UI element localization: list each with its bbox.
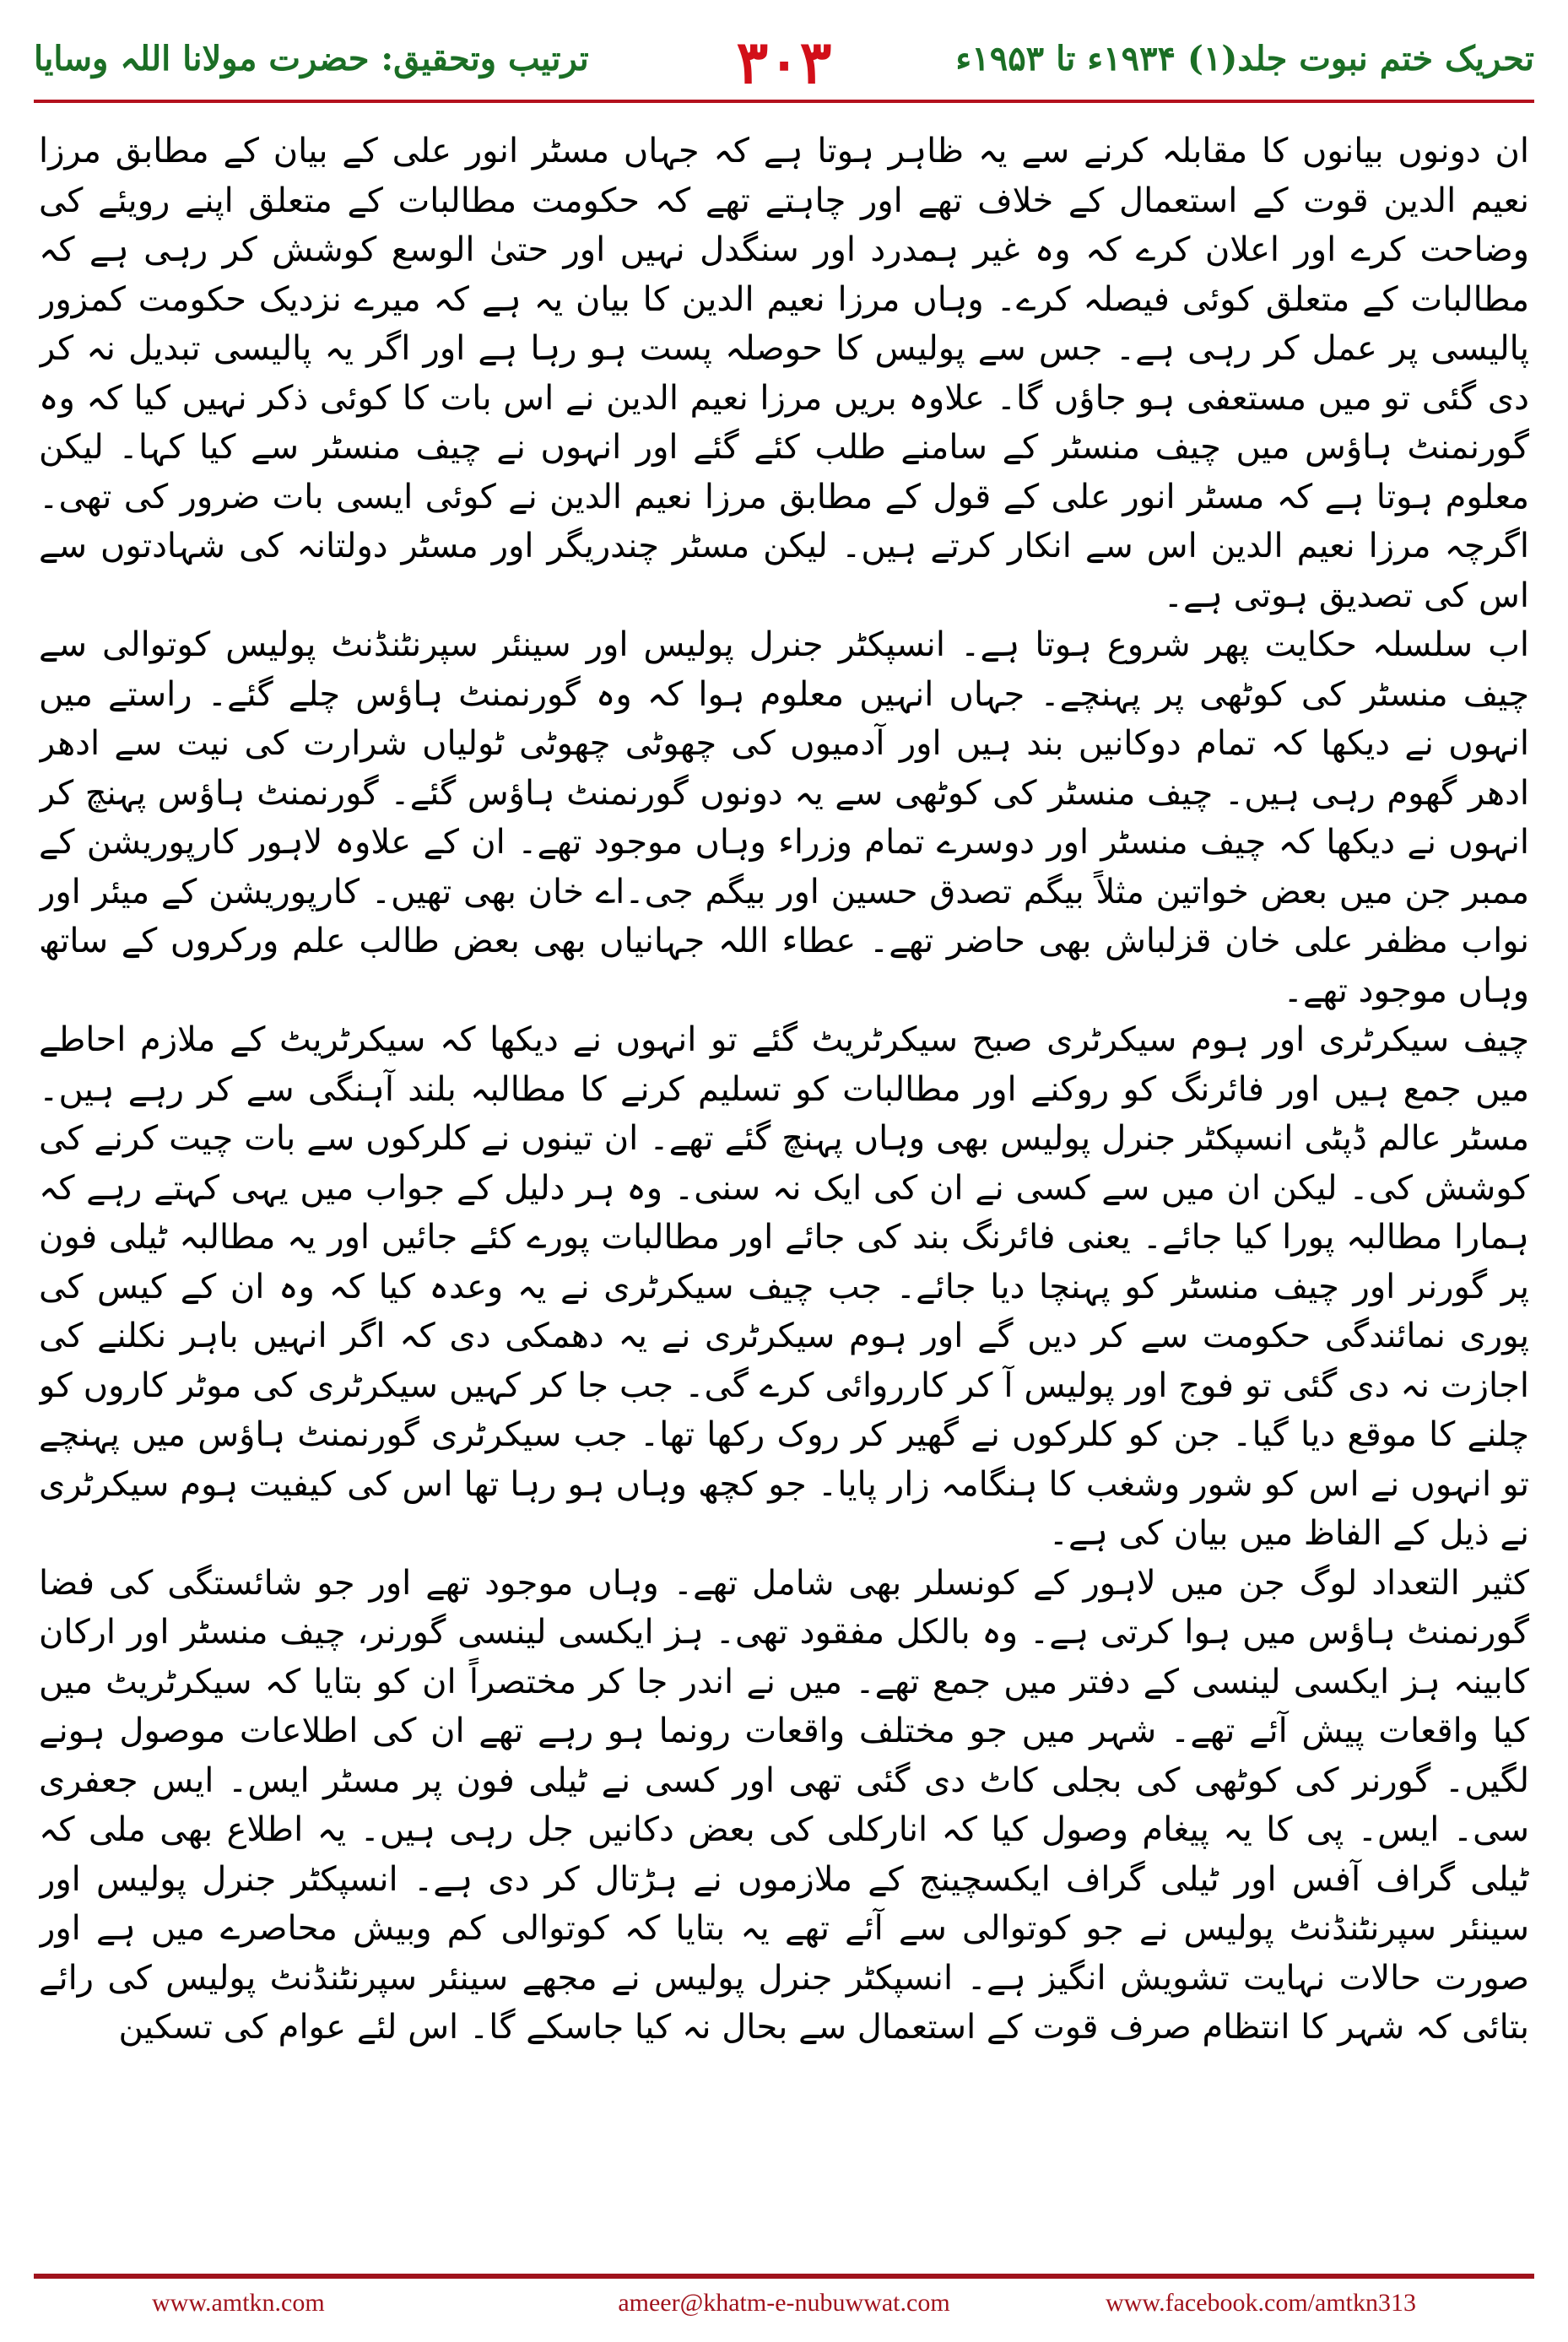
page-header [34,24,1534,108]
book-title: تحریک ختم نبوت جلد(۱) ۱۹۳۴ء تا ۱۹۵۳ء [955,39,1534,78]
paragraph: ان دونوں بیانوں کا مقابلہ کرنے سے یہ ظاہر ہوتا ہے کہ جہاں مسٹر انور علی کے بیان کے مطابق مرزا نعیم الدین قوت کے استعمال کے خلاف تھے اور چاہتے تھے کہ حکومت مطالبات کے متعلق اپنے رویئے کی وضاحت کرے اور اعلان کرے کہ وہ غیر ہمدرد اور سنگدل نہیں اور حتیٰ الوسع کوشش کر رہی ہے کہ مطالبات کے متعلق کوئی فیصلہ کرے۔ وہاں مرزا نعیم الدین کا بیان یہ ہے کہ میرے نزدیک حکومت کمزور پالیسی پر عمل کر رہی ہے۔ جس سے پولیس کا حوصلہ پست ہو رہا ہے اور اگر یہ پالیسی تبدیل نہ کر دی گئی تو میں مستعفی ہو جاؤں گا۔ علاوہ بریں مرزا نعیم الدین نے اس بات کا کوئی ذکر نہیں کیا کہ وہ گورنمنٹ ہاؤس میں چیف منسٹر کے سامنے طلب کئے گئے اور انہوں نے چیف منسٹر سے کیا کہا۔ لیکن معلوم ہوتا ہے کہ مسٹر انور علی کے قول کے مطابق مرزا نعیم الدین نے کوئی ایسی بات ضرور کی تھی۔ اگرچہ مرزا نعیم الدین اس سے انکار کرتے ہیں۔ لیکن مسٹر چندریگر اور مسٹر دولتانہ کی شہادتوں سے اس کی تصدیق ہوتی ہے۔ [39,132,1529,615]
email-link[interactable]: ameer@khatm-e-nubuwwat.com [618,2289,950,2317]
paragraph: کثیر التعداد لوگ جن میں لاہور کے کونسلر بھی شامل تھے۔ وہاں موجود تھے اور جو شائستگی کی فضا گورنمنٹ ہاؤس میں ہوا کرتی ہے۔ وہ بالکل مفقود تھی۔ ہز ایکسی لینسی گورنر، چیف منسٹر اور ارکان کابینہ ہز ایکسی لینسی کے دفتر میں جمع تھے۔ میں نے اندر جا کر مختصراً ان کو بتایا کہ سیکرٹریٹ میں کیا واقعات پیش آئے تھے۔ شہر میں جو مختلف واقعات رونما ہو رہے تھے ان کی اطلاعات موصول ہونے لگیں۔ گورنر کی کوٹھی کی بجلی کاٹ دی گئی تھی اور کسی نے ٹیلی فون پر مسٹر ایس۔ ایس جعفری سی۔ ایس۔ پی کا یہ پیغام وصول کیا کہ انارکلی کی بعض دکانیں جل رہی ہیں۔ یہ اطلاع بھی ملی کہ ٹیلی گراف آفس اور ٹیلی گراف ایکسچینج کے ملازموں نے ہڑتال کر دی ہے۔ انسپکٹر جنرل پولیس اور سینئر سپرنٹنڈنٹ پولیس نے جو کوتوالی سے آئے تھے یہ بتایا کہ کوتوالی کم وبیش محاصرے میں ہے اور صورت حالات نہایت تشویش انگیز ہے۔ انسپکٹر جنرل پولیس نے مجھے سینئر سپرنٹنڈنٹ پولیس کی رائے بتائی کہ شہر کا انتظام صرف قوت کے استعمال سے بحال نہ کیا جاسکے گا۔ اس لئے عوام کی تسکین [39,1563,1529,2047]
page-body [39,127,1529,2245]
header-divider [34,100,1534,103]
page-number: ۳۰۳ [736,27,832,97]
facebook-link[interactable]: www.facebook.com/amtkn313 [1106,2289,1416,2317]
paragraph: چیف سیکرٹری اور ہوم سیکرٹری صبح سیکرٹریٹ گئے تو انہوں نے دیکھا کہ سیکرٹریٹ کے ملازم احاطے میں جمع ہیں اور فائرنگ کو روکنے اور مطالبات کو تسلیم کرنے کا مطالبہ بلند آہنگی سے کر رہے ہیں۔ مسٹر عالم ڈپٹی انسپکٹر جنرل پولیس بھی وہاں پہنچ گئے تھے۔ ان تینوں نے کلرکوں سے بات چیت کرنے کی کوشش کی۔ لیکن ان میں سے کسی نے ان کی ایک نہ سنی۔ وہ ہر دلیل کے جواب میں یہی کہتے رہے کہ ہمارا مطالبہ پورا کیا جائے۔ یعنی فائرنگ بند کی جائے اور مطالبات پورے کئے جائیں اور یہ مطالبہ ٹیلی فون پر گورنر اور چیف منسٹر کو پہنچا دیا جائے۔ جب چیف سیکرٹری نے یہ وعدہ کیا کہ وہ ان کے کیس کی پوری نمائندگی حکومت سے کر دیں گے اور ہوم سیکرٹری نے یہ دھمکی دی کہ اگر انہیں باہر نکلنے کی اجازت نہ دی گئی تو فوج اور پولیس آ کر کارروائی کرے گی۔ جب جا کر کہیں سیکرٹری کی موٹر کاروں کو چلنے کا موقع دیا گیا۔ جن کو کلرکوں نے گھیر کر روک رکھا تھا۔ جب سیکرٹری گورنمنٹ ہاؤس میں پہنچے تو انہوں نے اس کو شور وشغب کا ہنگامہ زار پایا۔ جو کچھ وہاں ہو رہا تھا اس کی کیفیت ہوم سیکرٹری نے ذیل کے الفاظ میں بیان کی ہے۔ [39,1020,1529,1553]
website-link[interactable]: www.amtkn.com [152,2289,325,2317]
page-footer [34,2289,1534,2323]
paragraph: اب سلسلہ حکایت پھر شروع ہوتا ہے۔ انسپکٹر جنرل پولیس اور سینئر سپرنٹنڈنٹ پولیس کوتوالی سے چیف منسٹر کی کوٹھی پر پہنچے۔ جہاں انہیں معلوم ہوا کہ وہ گورنمنٹ ہاؤس چلے گئے۔ راستے میں انہوں نے دیکھا کہ تمام دوکانیں بند ہیں اور آدمیوں کی چھوٹی چھوٹی ٹولیاں شرارت کی نیت سے ادھر ادھر گھوم رہی ہیں۔ چیف منسٹر کی کوٹھی سے یہ دونوں گورنمنٹ ہاؤس گئے۔ گورنمنٹ ہاؤس پہنچ کر انہوں نے دیکھا کہ چیف منسٹر اور دوسرے تمام وزراء وہاں موجود تھے۔ ان کے علاوہ لاہور کارپوریشن کے ممبر جن میں بعض خواتین مثلاً بیگم تصدق حسین اور بیگم جی۔اے خان بھی تھیں۔ کارپوریشن کے میئر اور نواب مظفر علی خان قزلباش بھی حاضر تھے۔ عطاء اللہ جہانیاں بھی بعض طالب علم ورکروں کے ساتھ وہاں موجود تھے۔ [39,625,1529,1010]
compiler-credit: ترتیب وتحقیق: حضرت مولانا اللہ وسایا [34,39,589,78]
footer-divider [34,2274,1534,2279]
